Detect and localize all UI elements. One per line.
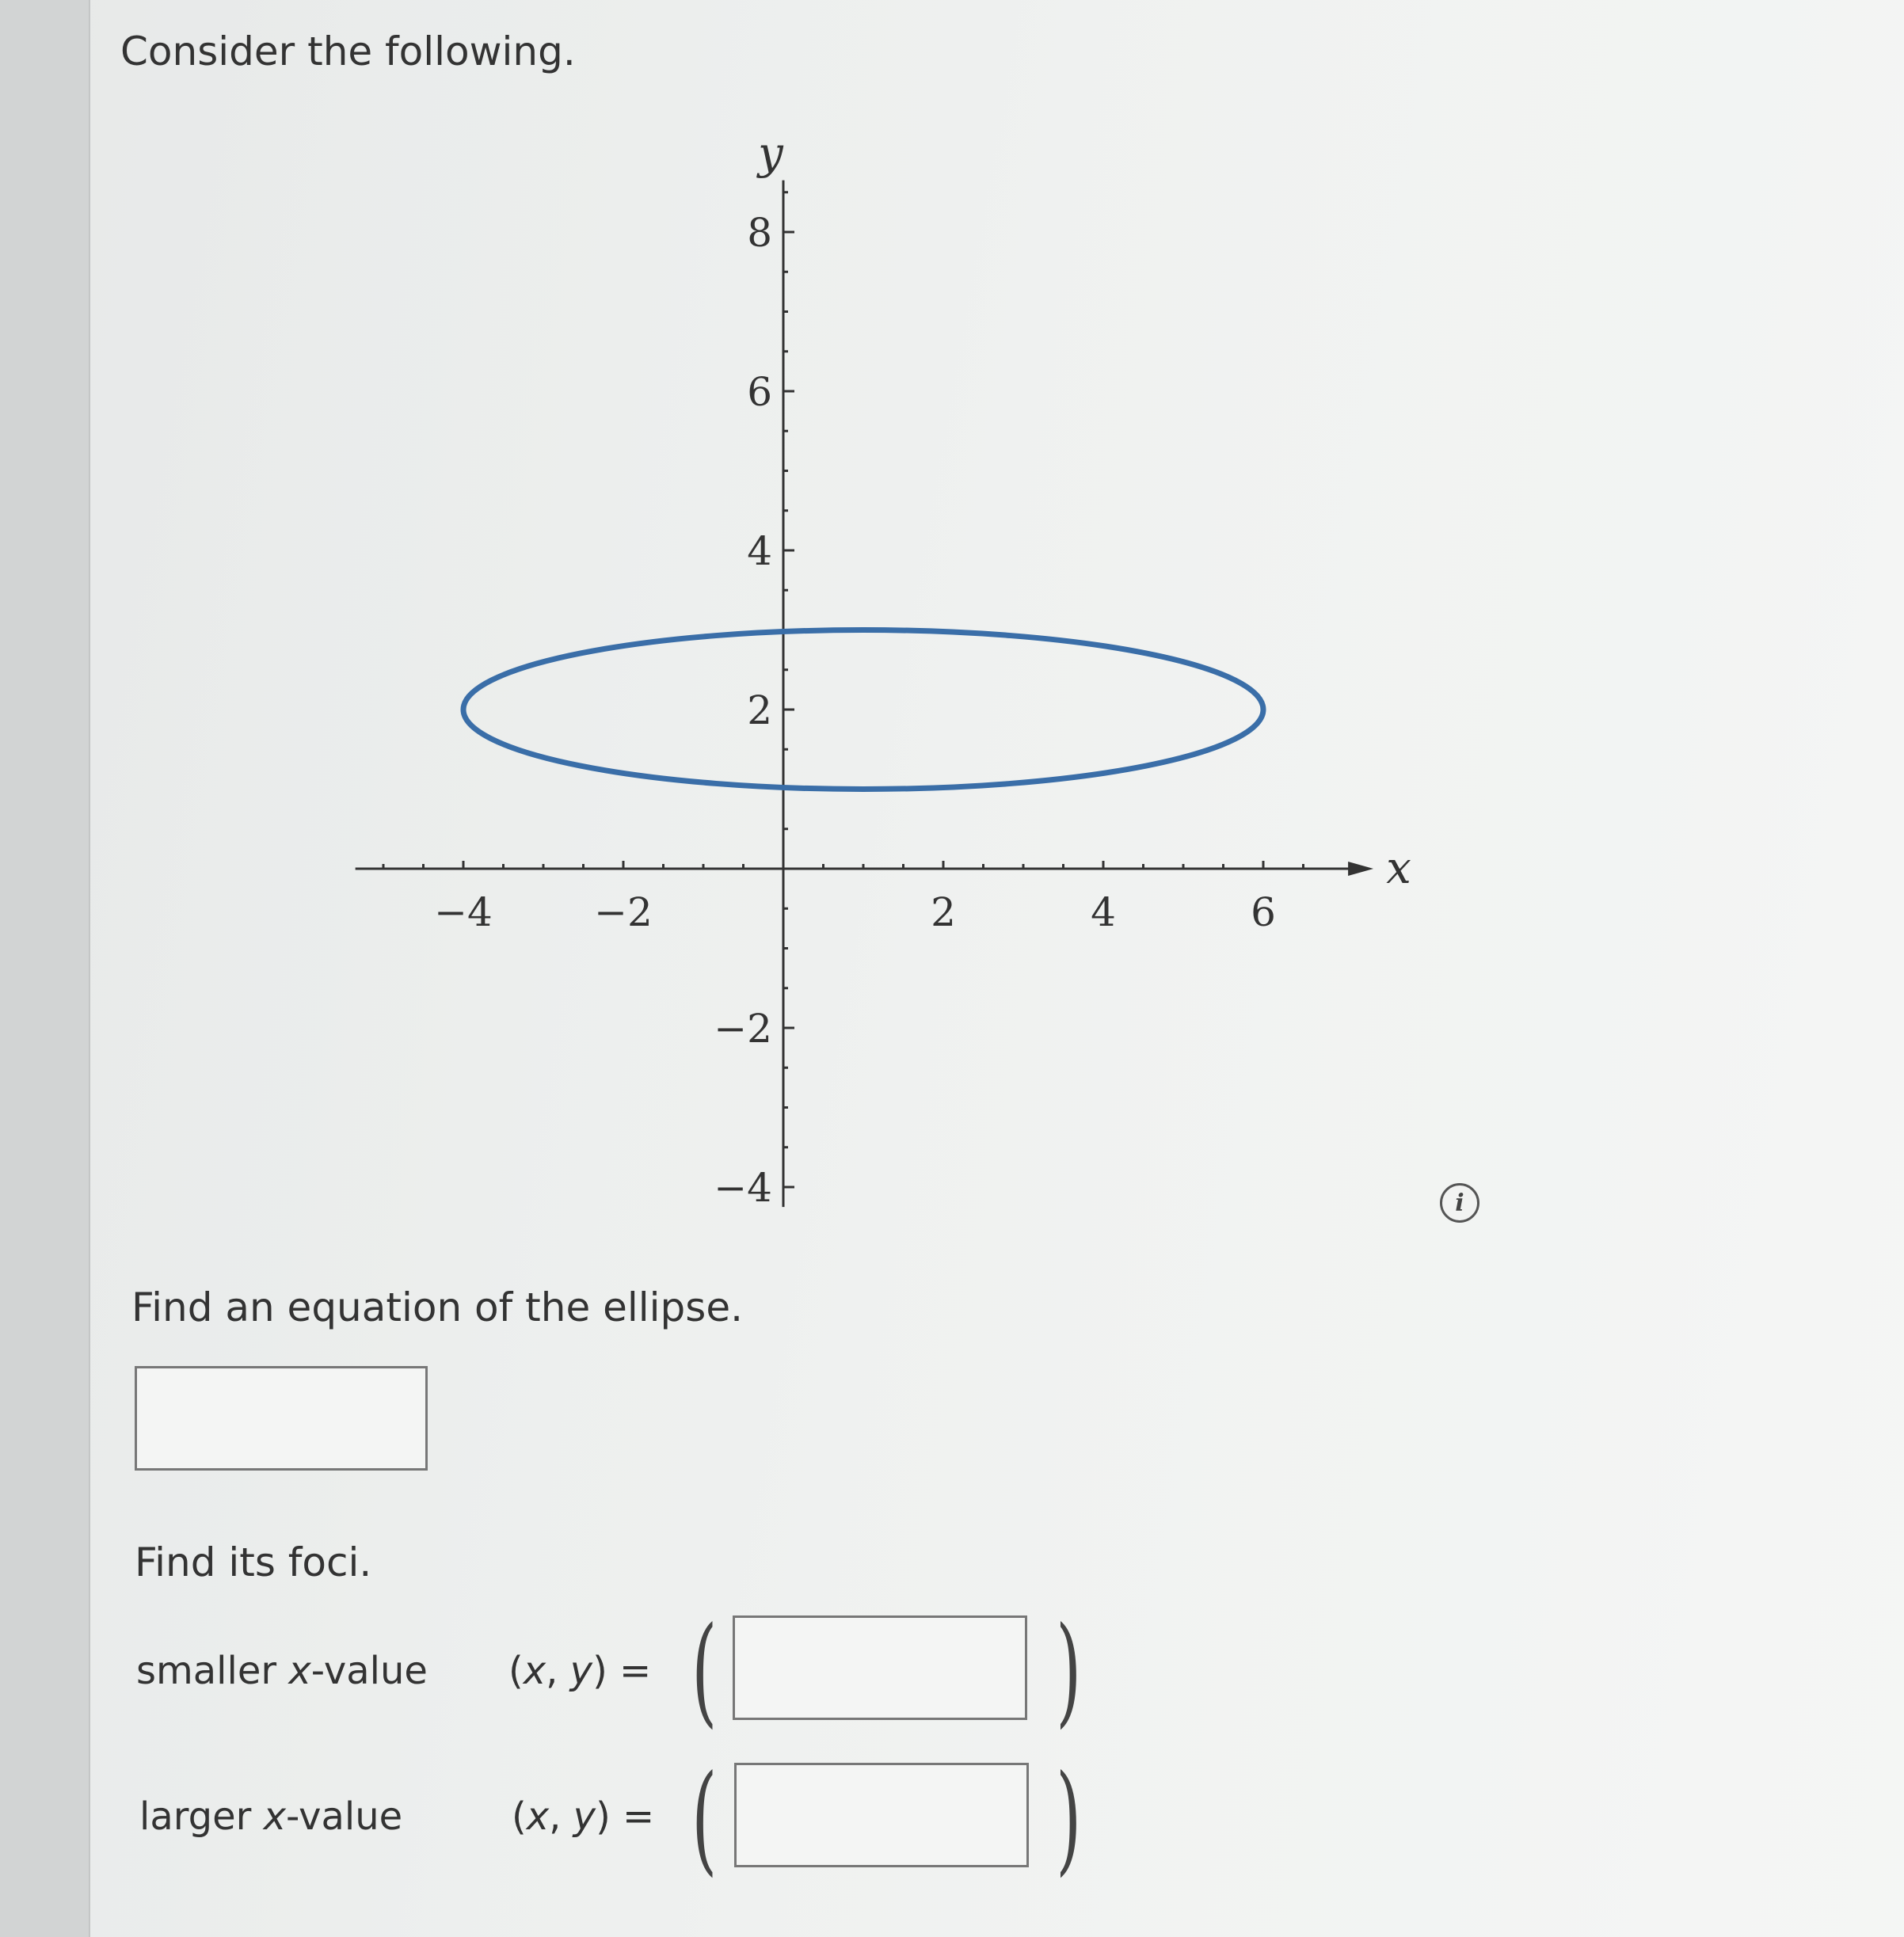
larger-x-value-label: larger x-value bbox=[139, 1794, 403, 1839]
y-tick-label: −4 bbox=[714, 1165, 772, 1211]
y-tick-label: −2 bbox=[714, 1006, 772, 1052]
larger-focus-coord-label: (x, y) = bbox=[512, 1794, 655, 1839]
smaller-focus-open-paren: ( bbox=[691, 1602, 718, 1740]
x-tick-label: −4 bbox=[434, 889, 493, 935]
ellipse-curve bbox=[463, 630, 1263, 790]
x-tick-label: 4 bbox=[1091, 889, 1116, 935]
question-equation: Find an equation of the ellipse. bbox=[131, 1284, 743, 1330]
y-axis-label: y bbox=[758, 127, 783, 180]
question-foci: Find its foci. bbox=[135, 1539, 372, 1585]
y-tick-label: 6 bbox=[747, 369, 772, 415]
smaller-focus-input[interactable] bbox=[733, 1615, 1027, 1720]
larger-focus-open-paren: ( bbox=[691, 1750, 718, 1888]
x-axis-label: x bbox=[1386, 843, 1411, 894]
x-tick-label: −2 bbox=[594, 889, 653, 935]
x-tick-label: 6 bbox=[1251, 889, 1276, 935]
x-axis-arrow bbox=[1348, 862, 1373, 876]
equation-answer-input[interactable] bbox=[135, 1366, 428, 1471]
smaller-focus-coord-label: (x, y) = bbox=[508, 1649, 652, 1693]
larger-focus-close-paren: ) bbox=[1056, 1750, 1082, 1888]
x-tick-label: 2 bbox=[931, 889, 956, 935]
smaller-focus-close-paren: ) bbox=[1056, 1602, 1082, 1740]
intro-text: Consider the following. bbox=[120, 29, 576, 74]
smaller-x-value-label: smaller x-value bbox=[136, 1649, 428, 1693]
y-tick-label: 2 bbox=[747, 687, 772, 733]
y-tick-label: 8 bbox=[747, 210, 772, 256]
info-icon[interactable]: i bbox=[1440, 1183, 1479, 1223]
larger-focus-input[interactable] bbox=[734, 1763, 1029, 1867]
y-tick-label: 4 bbox=[747, 528, 772, 574]
